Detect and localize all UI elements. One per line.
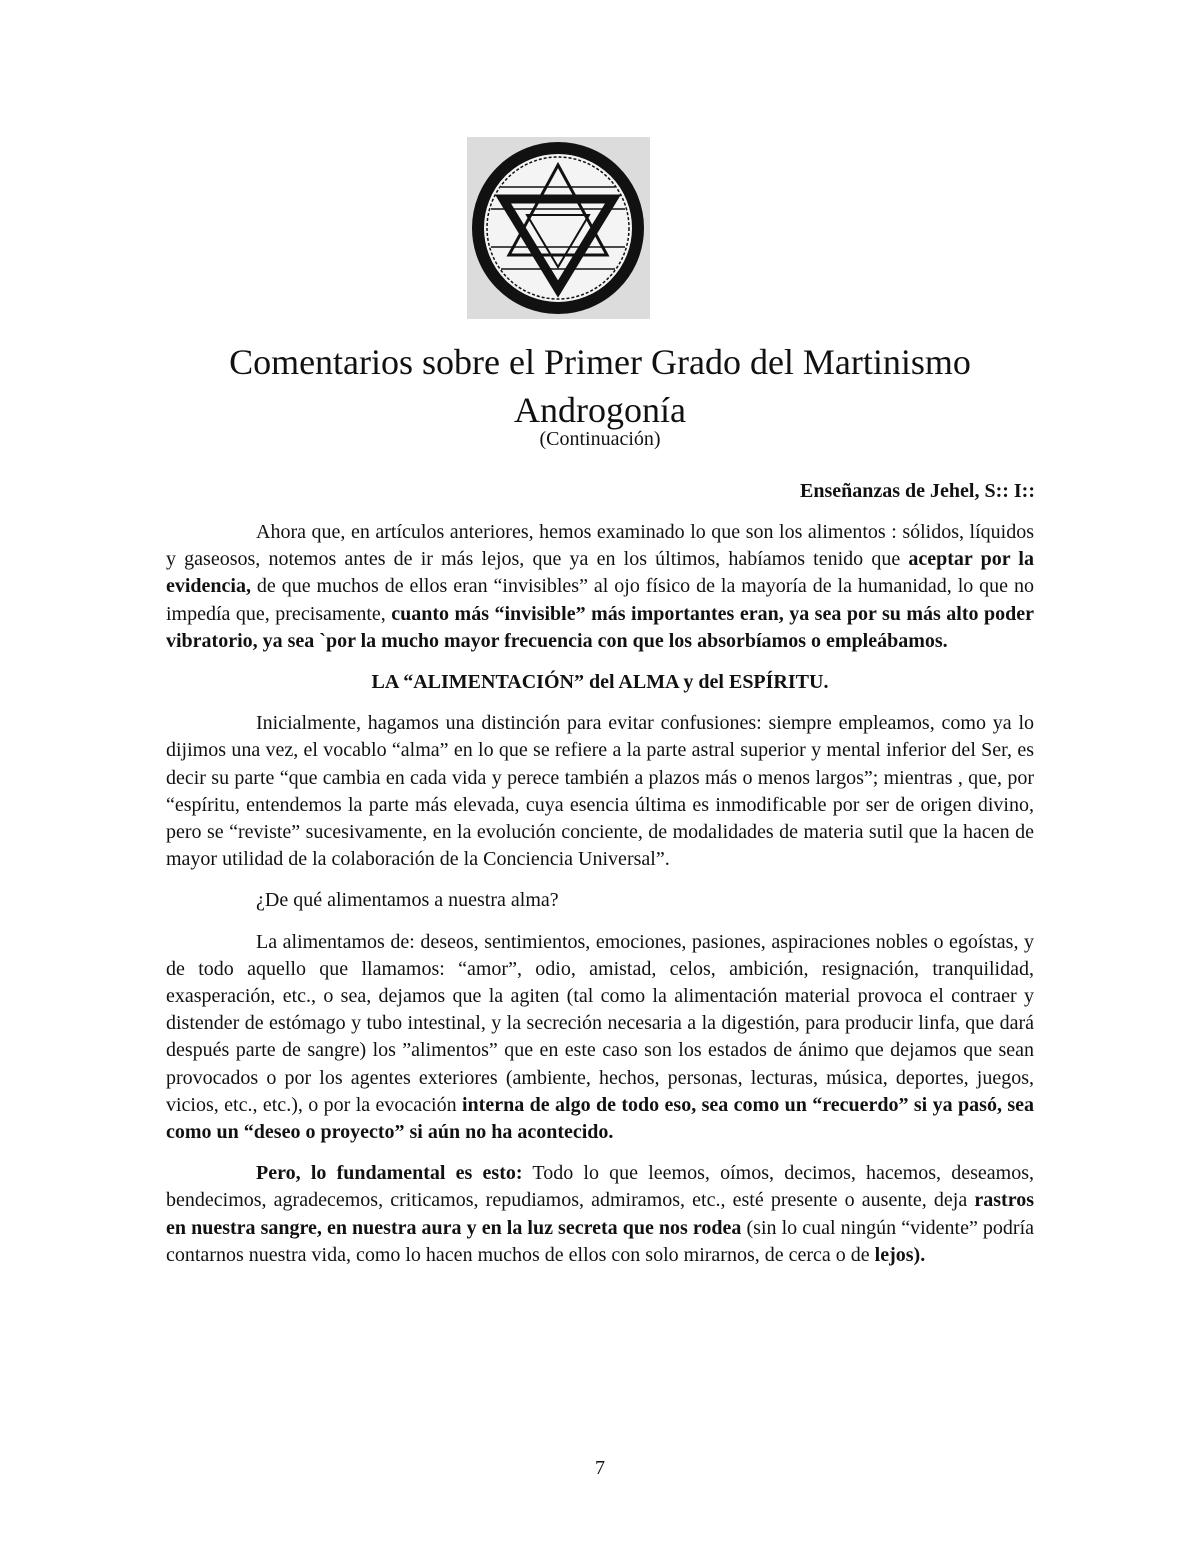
- paragraph-question: [166, 887, 1034, 914]
- bold-segment: cuanto más “invisible” más importantes eran, ya sea por su más alto poder vibratorio, ya sea `por la mucho mayor frecuencia con que los absorbíamos o empleábamos.: [166, 602, 1034, 652]
- text-segment: Ahora que, en artículos anteriores, hemos examinado lo que son los alimentos : sólidos, líquidos y gaseosos, notemos antes de ir más lejos, que ya en los últimos, habíamos tenido que: [166, 521, 1034, 571]
- section-heading: LA “ALIMENTACIÓN” del ALMA y del ESPÍRITU.: [371, 671, 829, 694]
- bold-segment: interna de algo de todo eso, sea como un “recuerdo” si ya pasó, sea como un “deseo o proyecto” si aún no ha acontecido.: [166, 1093, 1034, 1144]
- title-line-2: Androgonía: [514, 390, 686, 430]
- paragraph-alimentamos: [166, 929, 1034, 1147]
- bold-segment: Pero, lo fundamental es esto:: [256, 1162, 523, 1185]
- page-number: 7: [595, 1457, 605, 1479]
- text-segment: ¿De qué alimentamos a nuestra alma?: [256, 889, 559, 912]
- document-body: [166, 519, 1034, 1269]
- bold-segment: lejos).: [874, 1243, 926, 1266]
- seal-icon: [467, 137, 650, 319]
- martinist-seal-logo: [467, 137, 650, 319]
- paragraph-fundamental: [166, 1160, 1034, 1269]
- text-segment: Todo lo que leemos, oímos, decimos, hacemos, deseamos, bendecimos, agradecemos, criticamos, repudiamos, admiramos, etc., esté presente o ausente, deja: [166, 1162, 1034, 1212]
- paragraph-distinction: [166, 710, 1034, 873]
- title-line-1: Comentarios sobre el Primer Grado del Martinismo: [229, 342, 971, 382]
- document-title: [0, 338, 1200, 434]
- bold-segment: rastros en nuestra sangre, en nuestra aura y en la luz secreta que nos rodea: [166, 1189, 1034, 1239]
- bold-segment: aceptar por la evidencia,: [166, 548, 1034, 598]
- text-segment: La alimentamos de: deseos, sentimientos, emociones, pasiones, aspiraciones nobles o egoístas, y de todo aquello que llamamos: “amor”, odio, amistad, celos, ambición, resignación, tranquilidad, exasperación, etc., o sea, dejamos que la agiten (tal como la alimentación material provoca el contraer y distender de estómago y tubo intestinal, y la secreción necesaria a la digestión, para producir linfa, que dará después parte de sangre) los ”alimentos” que en este caso son los estados de ánimo que dejamos que sean provocados o por los agentes exteriores (ambiente, hechos, personas, lecturas, música, deportes, juegos, vicios, etc., etc.), o por la evocación: [166, 930, 1034, 1116]
- text-segment: Inicialmente, hagamos una distinción para evitar confusiones: siempre empleamos, como ya lo dijimos una vez, el vocablo “alma” en lo que se refiere a la parte astral superior y mental inferior del Ser, es decir su parte “que cambia en cada vida y perece también a plazos más o menos largos”; mientras , que, por “espíritu, entendemos la parte más elevada, cuya esencia última es inmodificable por ser de origen divino, pero se “reviste” sucesivamente, en la evolución conciente, de modalidades de materia sutil que la hacen de mayor utilidad de la colaboración de la Conciencia Universal”.: [166, 712, 1034, 871]
- text-segment: (sin lo cual ningún “vidente” podría contarnos nuestra vida, como lo hacen muchos de ellos con solo mirarnos, de cerca o de: [166, 1216, 1035, 1266]
- text-segment: de que muchos de ellos eran “invisibles” al ojo físico de la mayoría de la humanidad, lo que no impedía que, precisamente,: [166, 575, 1034, 625]
- document-subtitle: (Continuación): [539, 428, 661, 450]
- author-line: Enseñanzas de Jehel, S:: I::: [799, 480, 1035, 502]
- paragraph-intro: [166, 519, 1034, 655]
